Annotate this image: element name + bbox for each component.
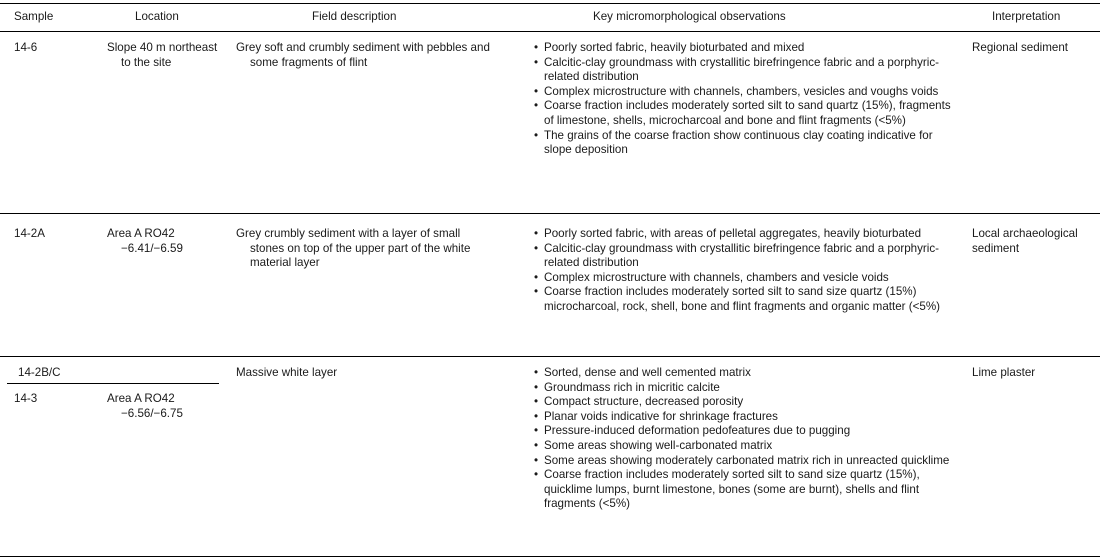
list-item: • Calcitic-clay groundmass with crystallitic birefringence fabric and a porphyric-related distribution <box>534 56 954 85</box>
list-item: • Calcitic-clay groundmass with crystallitic birefringence fabric and a porphyric-related distribution <box>534 242 954 271</box>
list-item: • The grains of the coarse fraction show continuous clay coating indicative for slope deposition <box>534 129 954 158</box>
list-item: • Complex microstructure with channels, chambers, vesicles and voughs voids <box>534 85 954 100</box>
list-item: • Pressure-induced deformation pedofeatures due to pugging <box>534 424 954 439</box>
list-item: • Groundmass rich in micritic calcite <box>534 381 954 396</box>
cell-sample-primary: 14-2B/C <box>18 366 61 379</box>
list-item: • Coarse fraction includes moderately sorted silt to sand quartz (15%), fragments of limestone, shells, microcharcoal and bone and flint fragments (<5%) <box>534 99 954 128</box>
header-rule <box>0 31 1100 32</box>
cell-sample: 14-2A <box>14 227 45 240</box>
header-interpretation: Interpretation <box>992 10 1061 23</box>
cell-field-description: Grey soft and crumbly sediment with pebbles and some fragments of flint <box>236 41 490 69</box>
cell-location: Area A RO42 −6.56/−6.75 <box>107 392 183 420</box>
table-row <box>0 227 1100 355</box>
table-row <box>0 366 1100 554</box>
header-key-observations: Key micromorphological observations <box>593 10 786 23</box>
header-field-description: Field description <box>312 10 397 23</box>
list-item: • Coarse fraction includes moderately sorted silt to sand size quartz (15%) microcharcoal, rock, shell, bone and flint fragments and organic matter (<5%) <box>534 285 954 314</box>
table-row <box>0 41 1100 211</box>
cell-interpretation: Local archaeological sediment <box>972 227 1078 255</box>
cell-sample-secondary: 14-3 <box>14 392 38 405</box>
cell-sample: 14-6 <box>14 41 38 54</box>
list-item: • Some areas showing moderately carbonated matrix rich in unreacted quicklime <box>534 454 954 469</box>
list-item: • Poorly sorted fabric, with areas of pelletal aggregates, heavily bioturbated <box>534 227 954 242</box>
header-location: Location <box>135 10 179 23</box>
list-item: • Complex microstructure with channels, chambers and vesicle voids <box>534 271 954 286</box>
cell-field-description: Massive white layer <box>236 366 338 379</box>
cell-location: Area A RO42 −6.41/−6.59 <box>107 227 183 255</box>
observations-list <box>534 41 954 158</box>
cell-interpretation: Regional sediment <box>972 41 1069 54</box>
row-rule-2 <box>0 356 1100 357</box>
list-item: • Coarse fraction includes moderately sorted silt to sand size quartz (15%), quicklime lumps, burnt limestone, bones (some are burnt), shells and flint fragments (<5%) <box>534 468 954 512</box>
observations-list <box>534 366 954 512</box>
row-rule-1 <box>0 213 1100 214</box>
cell-location: Slope 40 m northeast to the site <box>107 41 218 69</box>
list-item: • Sorted, dense and well cemented matrix <box>534 366 954 381</box>
list-item: • Compact structure, decreased porosity <box>534 395 954 410</box>
list-item: • Some areas showing well-carbonated matrix <box>534 439 954 454</box>
list-item: • Planar voids indicative for shrinkage fractures <box>534 410 954 425</box>
cell-interpretation: Lime plaster <box>972 366 1036 379</box>
cell-field-description: Grey crumbly sediment with a layer of small stones on top of the upper part of the white material layer <box>236 227 471 270</box>
observations-list <box>534 227 954 315</box>
header-sample: Sample <box>14 10 54 23</box>
table-top-rule <box>0 3 1100 4</box>
list-item: • Poorly sorted fabric, heavily bioturbated and mixed <box>534 41 954 56</box>
table-bottom-rule <box>0 556 1100 557</box>
